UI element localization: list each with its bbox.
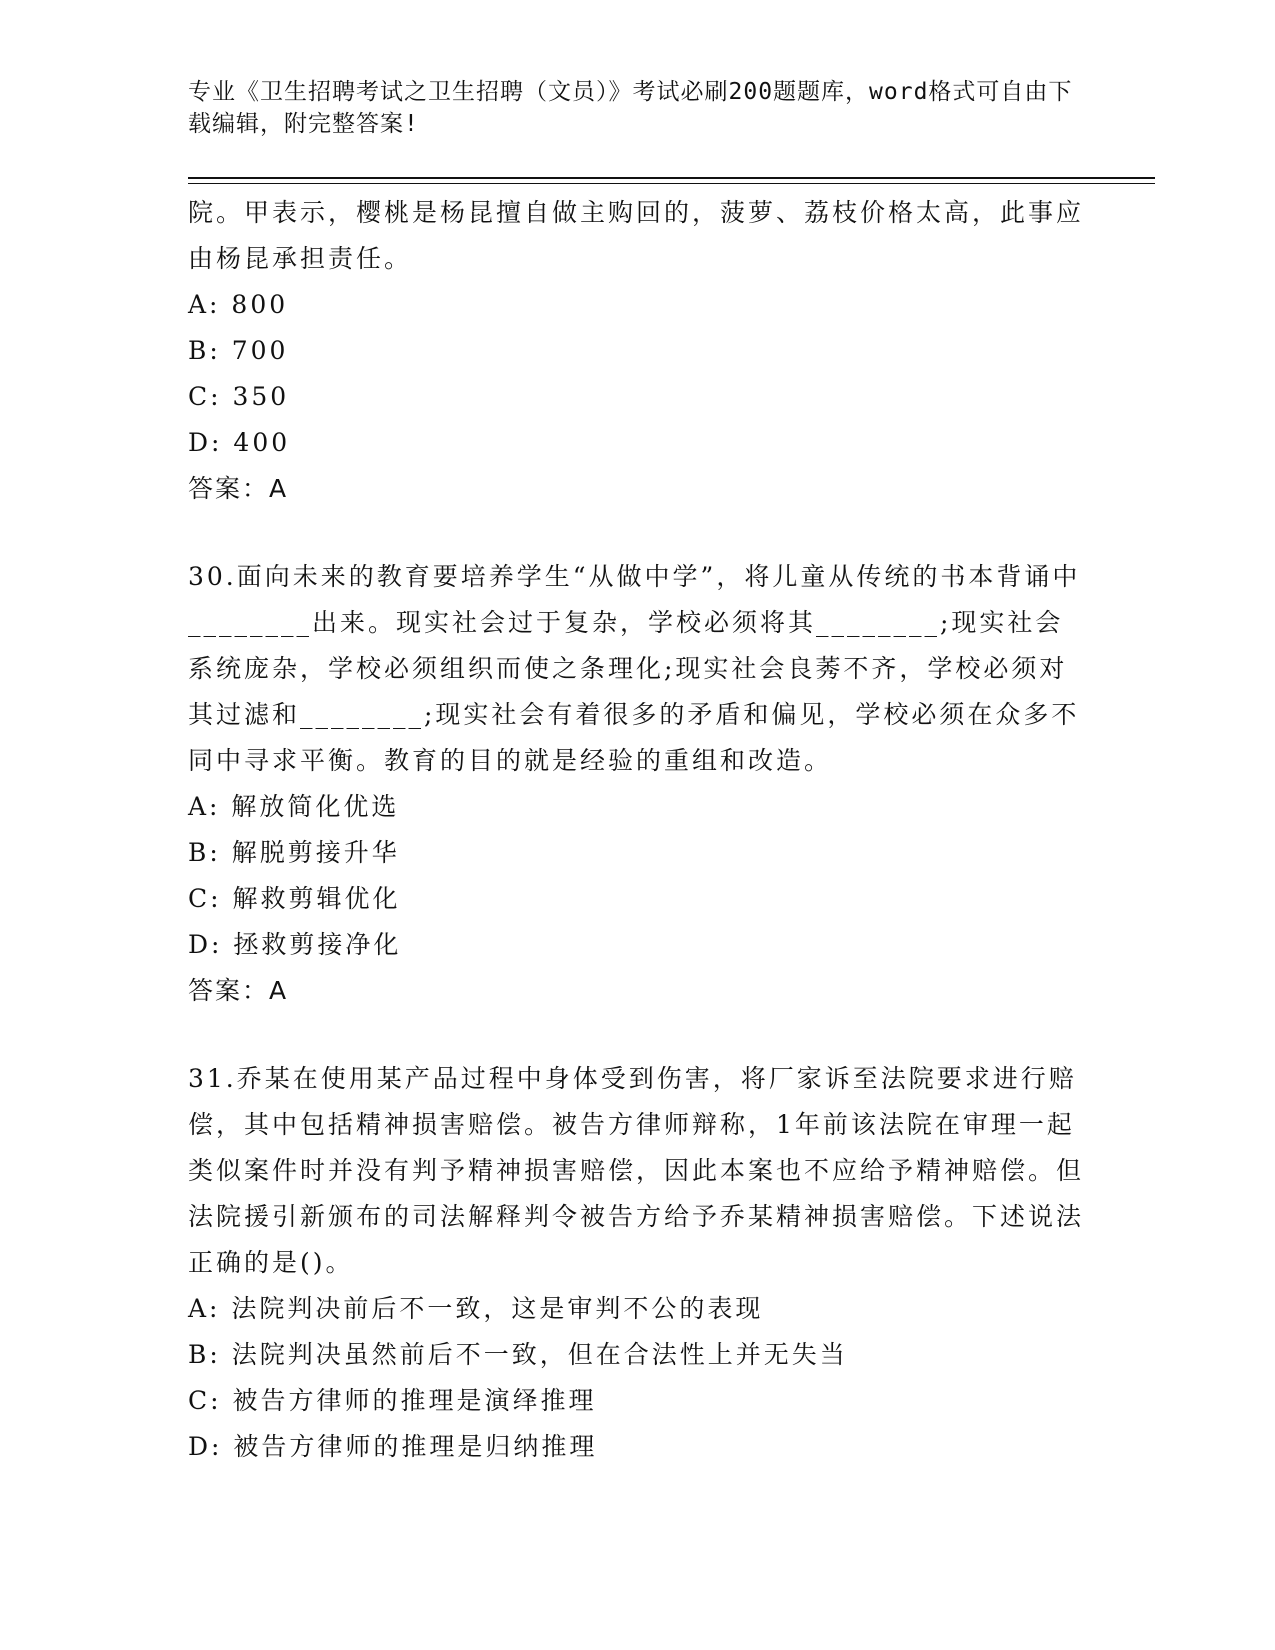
question-content xyxy=(188,190,1088,1470)
page-header: 专业《卫生招聘考试之卫生招聘（文员）》考试必刷200题题库，word格式可自由下载编辑，附完整答案! xyxy=(188,79,1073,137)
option-b: B: 法院判决虽然前后不一致，但在合法性上并无失当 xyxy=(188,1340,848,1369)
question-30 xyxy=(188,554,1088,1014)
question-29-text: 院。甲表示，樱桃是杨昆擅自做主购回的，菠萝、荔枝价格太高，此事应由杨昆承担责任。 xyxy=(188,198,1085,273)
spacer xyxy=(188,512,1088,554)
option-b: B: 解脱剪接升华 xyxy=(188,838,400,867)
spacer xyxy=(188,1014,1088,1056)
header-rule-thin xyxy=(188,183,1155,184)
option-a: A: 解放简化优选 xyxy=(188,792,400,821)
option-d: D: 拯救剪接净化 xyxy=(188,930,402,959)
question-31-text: 31.乔某在使用某产品过程中身体受到伤害，将厂家诉至法院要求进行赔偿，其中包括精神损害赔偿。被告方律师辩称，1年前该法院在审理一起类似案件时并没有判予精神损害赔偿，因此本案也不应给予精神赔偿。但法院援引新颁布的司法解释判令被告方给予乔某精神损害赔偿。下述说法正确的是()。 xyxy=(188,1064,1085,1277)
option-d: D: 400 xyxy=(188,428,291,457)
header-rule-thick xyxy=(188,177,1155,179)
option-d: D: 被告方律师的推理是归纳推理 xyxy=(188,1432,598,1461)
option-c: C: 被告方律师的推理是演绎推理 xyxy=(188,1386,597,1415)
option-a: A: 法院判决前后不一致，这是审判不公的表现 xyxy=(188,1294,764,1323)
option-a: A: 800 xyxy=(188,290,289,319)
question-31 xyxy=(188,1056,1088,1470)
option-c: C: 350 xyxy=(188,382,290,411)
question-30-text: 30.面向未来的教育要培养学生“从做中学”，将儿童从传统的书本背诵中________出来。现实社会过于复杂，学校必须将其________;现实社会系统庞杂，学校必须组织而使之条理化;现实社会良莠不齐，学校必须对其过滤和________;现实社会有着很多的矛盾和偏见，学校必须在众多不同中寻求平衡。教育的目的就是经验的重组和改造。 xyxy=(188,562,1081,775)
answer-line: 答案：A xyxy=(188,976,289,1005)
question-29 xyxy=(188,190,1088,512)
answer-line: 答案：A xyxy=(188,474,289,503)
option-c: C: 解救剪辑优化 xyxy=(188,884,401,913)
option-b: B: 700 xyxy=(188,336,289,365)
